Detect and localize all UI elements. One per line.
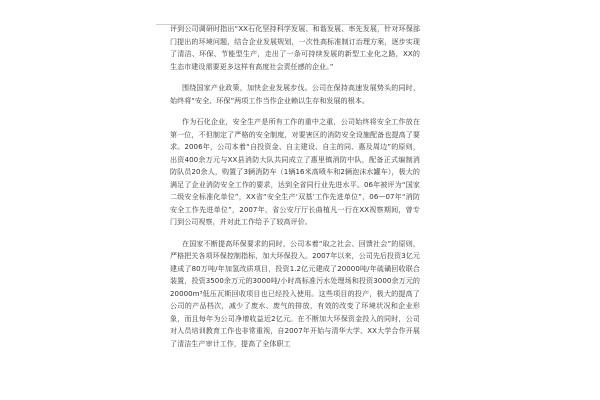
paragraph-safety: 作为石化企业，安全生产是所有工作的重中之重，公司始终将安全工作放在第一位，不但制定了严格的安全制度，对要害区的消防安全设施配备也提高了要求。2006年，公司本着“自投资金、自主建设、自主的同、惠及周边”的原则，出资400余万元与XX县消防大队共同成立了惠里镇消防中队，配备正式编制消防队员20余人，购置了3辆消防车（1辆16米高喷车和2辆泡沫水罐车），极大的满足了企业消防安全工作的要求，达到全省同行业先进水平。06年被评为“国家二级安全标准化单位”，XX省“安全生产‘双基’工作先进单位”，06—07年“消防安全工作先进单位”，2007年，省公安厅厅长曲植凡一行在XX视察期间，曾专门到公司视察，并对此工作给予了较高评价。 bbox=[170, 117, 420, 226]
paragraph-industry-policy: 围绕国家产业政策，加快企业发展步伐。公司在保持高速发展势头的同时，始终将“安全、环保”两项工作当作企业赖以生存和发展的根本。 bbox=[170, 83, 420, 105]
paragraph-environment: 在国家不断提高环保要求的同时，公司本着“取之社会、回馈社会”的原则，严格把关各项环保控制指标，加大环保投入。2007年以来，公司先后投资3亿元建成了80万吨/年加氢改质项目，投资1.2亿元建成了20000吨/年硫磺回收联合装置，投资3500余万元的3000吨/小时高标准污水处理场和投资3000余万元的20000m³低压瓦斯回收项目也已经投入使用。这些项目的投产，极大的提高了公司的产品档次，减少了废水、废气的排放，有效的改变了环境状况和企业形象，而且每年为公司净增收益近2亿元。在不断加大环保资金投入的同时，公司对人员培训教育工作也非常重视，自2007年开始与清华大学、XX大学合作开展了清洁生产审计工作，提高了全体职工 bbox=[170, 238, 420, 348]
document-body bbox=[170, 23, 420, 400]
paragraph-intro: 评到公司调研时指出“XX石化坚持科学发展、和谐发展、率先发展，针对环保部门提出的环境问题，结合企业发展规划，一次性高标准制订治理方案，逐步实现了清洁、环保、节能型生产，走出了一条可持续发展的新型工业化之路，XX的生态市建设需要更多这样有高度社会责任感的企业。” bbox=[170, 24, 420, 71]
